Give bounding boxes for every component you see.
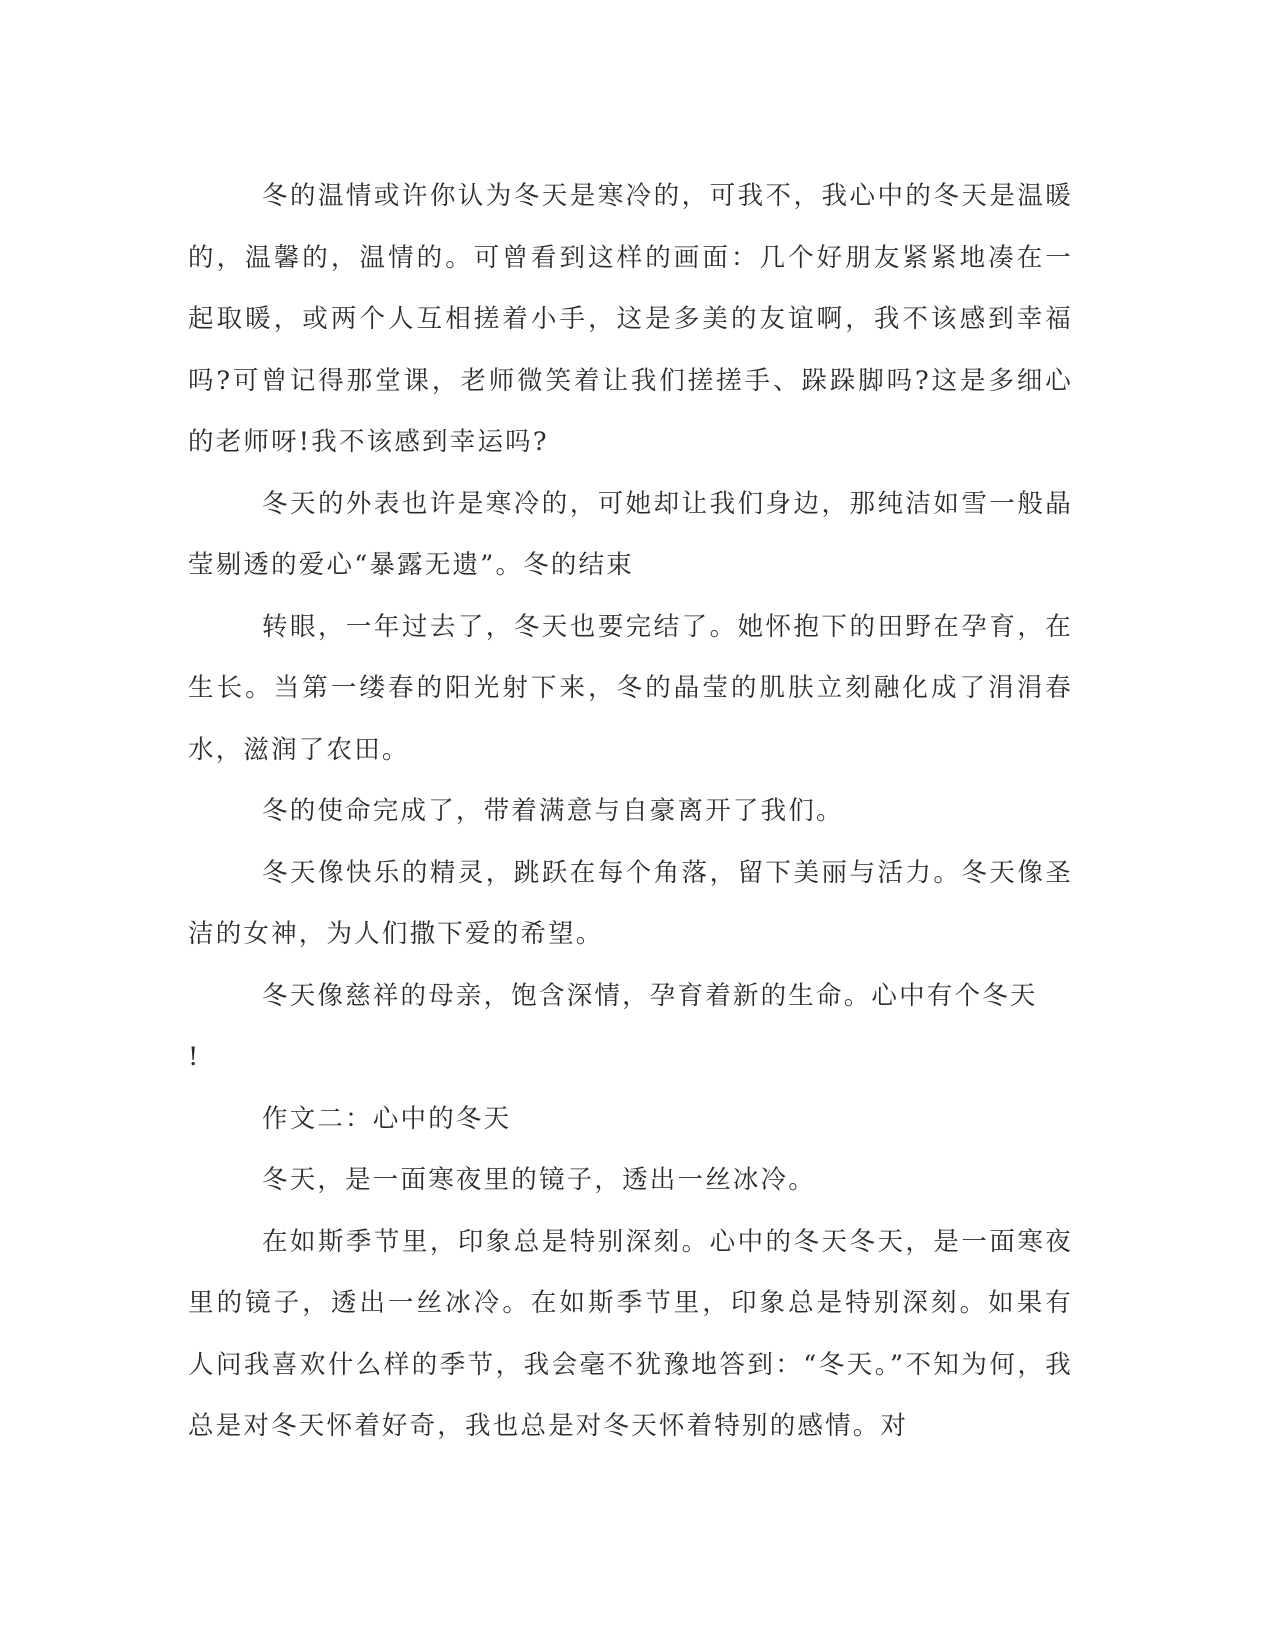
- paragraph-winter-spirit: 冬天像快乐的精灵，跳跃在每个角落，留下美丽与活力。冬天像圣洁的女神，为人们撒下爱的希望。: [188, 857, 1073, 949]
- paragraph-season-impression: 在如斯季节里，印象总是特别深刻。心中的冬天冬天，是一面寒夜里的镜子，透出一丝冰冷。在如斯季节里，印象总是特别深刻。如果有人问我喜欢什么样的季节，我会毫不犹豫地答到：“冬天。”不知为何，我总是对冬天怀着好奇，我也总是对冬天怀着特别的感情。对: [188, 1226, 1073, 1441]
- essay-two-heading: 作文二：心中的冬天: [262, 1103, 512, 1134]
- paragraph-winter-mirror: 冬天，是一面寒夜里的镜子，透出一丝冰冷。: [262, 1165, 817, 1195]
- paragraph-winter-mission: 冬的使命完成了，带着满意与自豪离开了我们。: [262, 796, 844, 826]
- paragraph-exclamation: !: [188, 1042, 201, 1072]
- paragraph-winter-mother: 冬天像慈祥的母亲，饱含深情，孕育着新的生命。心中有个冬天: [262, 980, 1038, 1011]
- paragraph-winter-ending: 转眼，一年过去了，冬天也要完结了。她怀抱下的田野在孕育，在生长。当第一缕春的阳光射下来，冬的晶莹的肌肤立刻融化成了涓涓春水，滋润了农田。: [188, 611, 1073, 765]
- document-body: [188, 166, 1073, 1458]
- paragraph-winter-appearance: 冬天的外表也许是寒冷的，可她却让我们身边，那纯洁如雪一般晶莹剔透的爱心“暴露无遗”。冬的结束: [188, 488, 1073, 580]
- paragraph-winter-warmth: 冬的温情或许你认为冬天是寒冷的，可我不，我心中的冬天是温暖的，温馨的，温情的。可曾看到这样的画面：几个好朋友紧紧地凑在一起取暖，或两个人互相搓着小手，这是多美的友谊啊，我不该感到幸福吗?可曾记得那堂课，老师微笑着让我们搓搓手、跺跺脚吗?这是多细心的老师呀!我不该感到幸运吗?: [188, 181, 1073, 457]
